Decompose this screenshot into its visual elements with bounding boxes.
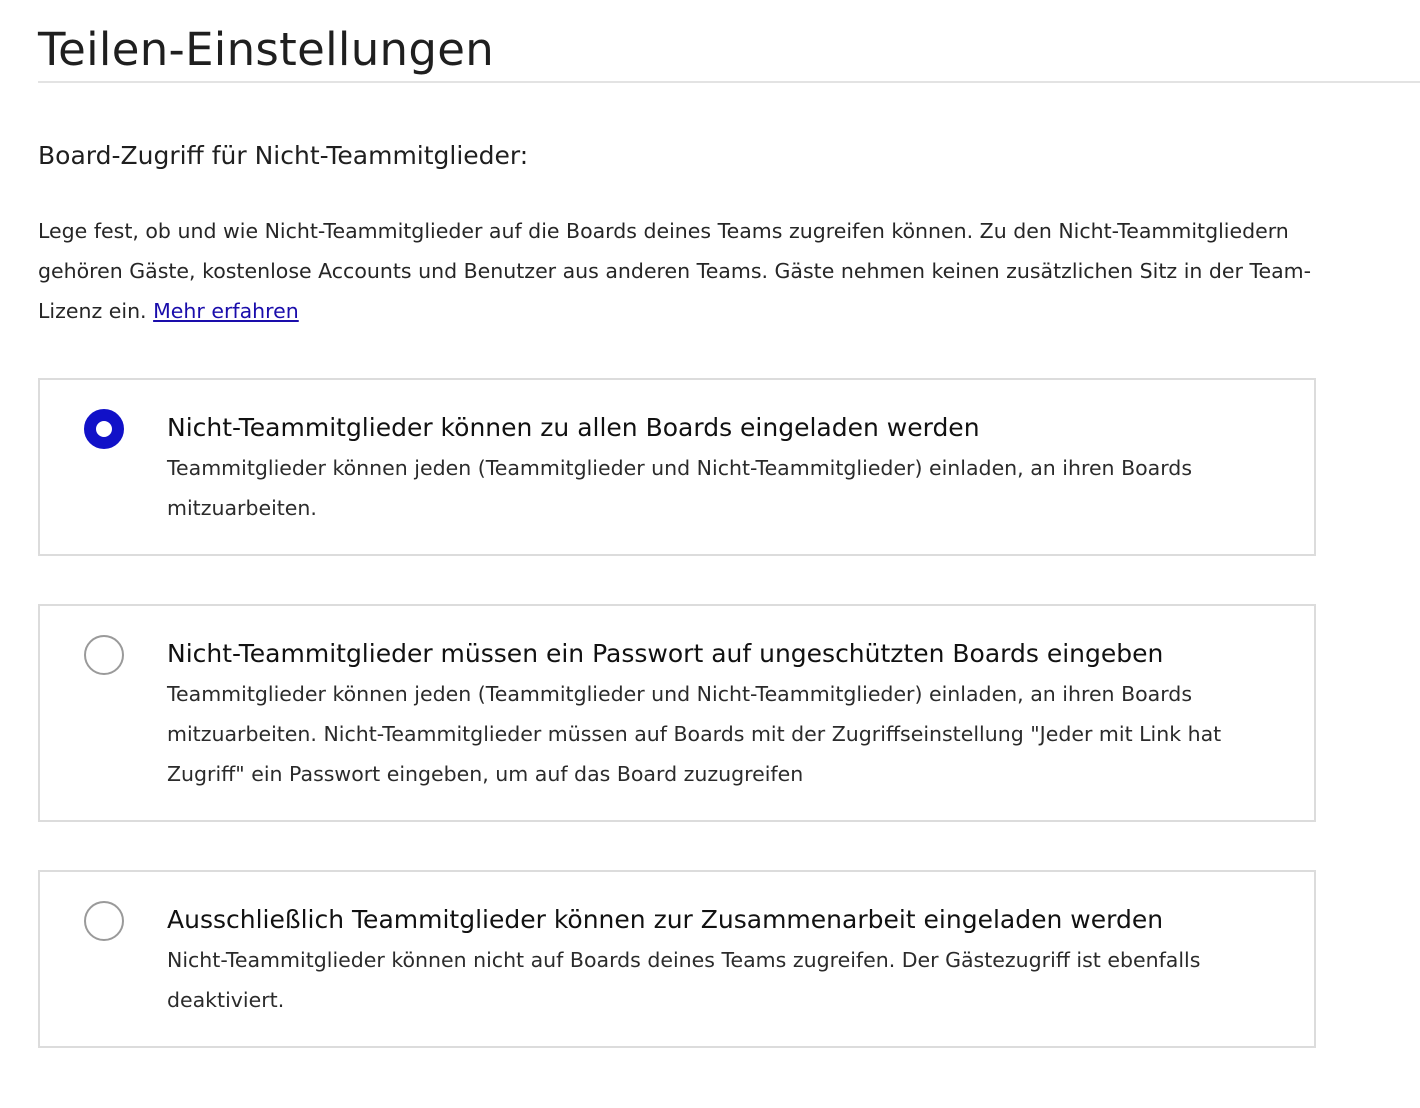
option-description: Teammitglieder können jeden (Teammitglieder und Nicht-Teammitglieder) einladen, an ihren Boards mitzuarbeiten.: [167, 456, 1192, 520]
option-card-invite-all[interactable]: [38, 378, 1316, 556]
section-description-text: Lege fest, ob und wie Nicht-Teammitglieder auf die Boards deines Teams zugreifen können. Zu den Nicht-Teammitgliedern gehören Gäste, kostenlose Accounts und Benutzer aus anderen Teams. Gäste nehmen keinen zusätzlichen Sitz in der Team-Lizenz ein.: [38, 219, 1312, 323]
option-text: [167, 900, 1292, 1020]
option-title: Nicht-Teammitglieder müssen ein Passwort auf ungeschützten Boards eingeben: [167, 639, 1164, 668]
option-title: Ausschließlich Teammitglieder können zur Zusammenarbeit eingeladen werden: [167, 905, 1164, 934]
option-description: Nicht-Teammitglieder können nicht auf Boards deines Teams zugreifen. Der Gästezugriff ist ebenfalls deaktiviert.: [167, 948, 1201, 1012]
radio-invite-all[interactable]: [84, 409, 124, 449]
section-description: [38, 211, 1328, 331]
radio-password-required[interactable]: [84, 635, 124, 675]
section-heading: Board-Zugriff für Nicht-Teammitglieder:: [38, 141, 529, 170]
option-text: [167, 634, 1292, 794]
option-card-team-only[interactable]: [38, 870, 1316, 1048]
page-title: Teilen-Einstellungen: [38, 23, 495, 76]
learn-more-link[interactable]: Mehr erfahren: [153, 299, 299, 323]
option-title: Nicht-Teammitglieder können zu allen Boards eingeladen werden: [167, 413, 980, 442]
option-card-password-required[interactable]: [38, 604, 1316, 822]
radio-team-only[interactable]: [84, 901, 124, 941]
title-divider: [38, 81, 1420, 83]
option-description: Teammitglieder können jeden (Teammitglieder und Nicht-Teammitglieder) einladen, an ihren Boards mitzuarbeiten. Nicht-Teammitglieder müssen auf Boards mit der Zugriffseinstellung "Jeder mit Link hat Zugriff" ein Passwort eingeben, um auf das Board zuzugreifen: [167, 682, 1222, 786]
option-text: [167, 408, 1292, 528]
